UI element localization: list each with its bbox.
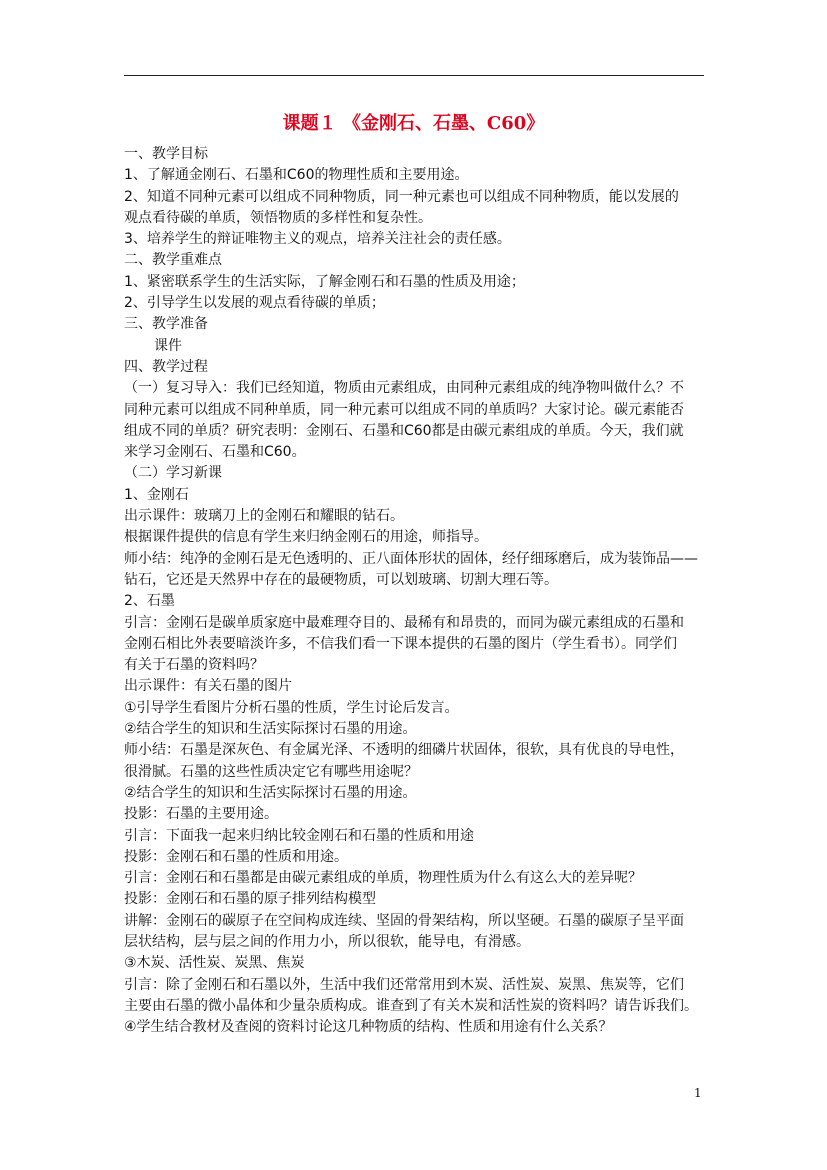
subsection-heading: 2、石墨 — [124, 593, 175, 610]
paragraph-line: 投影：金刚石和石墨的性质和用途。 — [124, 848, 348, 865]
paragraph-line: ①引导学生看图片分析石墨的性质，学生讨论后发言。 — [124, 699, 459, 716]
paragraph-line: 引言：金刚石和石墨都是由碳元素组成的单质，物理性质为什么有这么大的差异呢？ — [124, 870, 642, 887]
paragraph-line: ④学生结合教材及查阅的资料讨论这几种物质的结构、性质和用途有什么关系？ — [124, 1019, 613, 1036]
paragraph-line: 金刚石相比外表要暗淡许多，不信我们看一下课本提供的石墨的图片（学生看书）。同学们 — [124, 635, 677, 652]
paragraph-line: 课件 — [154, 337, 182, 354]
section-heading: 四、教学过程 — [124, 358, 208, 375]
paragraph-line: 引言：下面我一起来归纳比较金刚石和石墨的性质和用途 — [124, 827, 474, 844]
paragraph-line: 钻石，它还是天然界中存在的最硬物质，可以划玻璃、切割大理石等。 — [124, 571, 558, 588]
paragraph-line: 观点看待碳的单质，领悟物质的多样性和复杂性。 — [124, 209, 432, 226]
paragraph-line: 投影：石墨的主要用途。 — [124, 806, 278, 823]
section-heading: 一、教学目标 — [124, 146, 208, 162]
subsection-heading: （二）学习新课 — [124, 465, 222, 482]
paragraph-line: 1、了解通金刚石、石墨和C60的物理性质和主要用途。 — [124, 167, 469, 184]
paragraph-line: 来学习金刚石、石墨和C60。 — [124, 444, 306, 461]
paragraph-line: 2、引导学生以发展的观点看待碳的单质； — [124, 295, 385, 312]
section-heading: 二、教学重难点 — [124, 252, 222, 269]
paragraph-line: 师小结：石墨是深灰色、有金属光泽、不透明的细磷片状固体，很软，具有优良的导电性， — [124, 742, 684, 759]
paragraph-line: 出示课件：有关石墨的图片 — [124, 678, 292, 695]
paragraph-line: 投影：金刚石和石墨的原子排列结构模型 — [124, 891, 376, 908]
paragraph-line: 层状结构，层与层之间的作用力小，所以很软，能导电，有滑感。 — [124, 933, 530, 950]
paragraph-line: ②结合学生的知识和生活实际探讨石墨的用途。 — [124, 784, 417, 801]
section-heading: 三、教学准备 — [124, 316, 208, 333]
paragraph-line: （一）复习导入：我们已经知道，物质由元素组成，由同种元素组成的纯净物叫做什么？不 — [124, 380, 684, 397]
paragraph-line: 很滑腻。石墨的这些性质决定它有哪些用途呢？ — [124, 763, 418, 780]
paragraph-line: 根据课件提供的信息有学生来归纳金刚石的用途，师指导。 — [124, 529, 488, 546]
paragraph-line: 引言：金刚石是碳单质家庭中最难理夺目的、最稀有和昂贵的，而同为碳元素组成的石墨和 — [124, 614, 684, 631]
paragraph-line: ③木炭、活性炭、炭黑、焦炭 — [124, 955, 305, 972]
header-rule — [124, 75, 704, 76]
paragraph-line: 同种元素可以组成不同种单质，同一种元素可以组成不同的单质吗？大家讨论。碳元素能否 — [124, 401, 684, 418]
document-body — [124, 144, 706, 1038]
paragraph-line: 有关于石墨的资料吗？ — [124, 657, 264, 674]
paragraph-line: 组成不同的单质？研究表明：金刚石、石墨和C60都是由碳元素组成的单质。今天，我们就 — [124, 422, 684, 439]
paragraph-line: 师小结：纯净的金刚石是无色透明的、正八面体形状的固体，经仔细琢磨后，成为装饰品—— — [124, 550, 698, 567]
paragraph-line: 主要由石墨的微小晶体和少量杂质构成。谁查到了有关木炭和活性炭的资料吗？请告诉我们。 — [124, 997, 698, 1014]
paragraph-line: 3、培养学生的辩证唯物主义的观点，培养关注社会的责任感。 — [124, 231, 511, 248]
subsection-heading: 1、金刚石 — [124, 486, 189, 503]
document-title: 课题１ 《金刚石、石墨、C60》 — [282, 113, 545, 134]
paragraph-line: 出示课件：玻璃刀上的金刚石和耀眼的钻石。 — [124, 508, 404, 525]
paragraph-line: 引言：除了金刚石和石墨以外，生活中我们还常常用到木炭、活性炭、炭黑、焦炭等，它们 — [124, 976, 684, 993]
paragraph-line: ②结合学生的知识和生活实际探讨石墨的用途。 — [124, 721, 417, 738]
paragraph-line: 2、知道不同种元素可以组成不同种物质，同一种元素也可以组成不同种物质，能以发展的 — [124, 188, 679, 205]
page-number: 1 — [694, 1086, 702, 1100]
paragraph-line: 1、紧密联系学生的生活实际，了解金刚石和石墨的性质及用途； — [124, 273, 525, 290]
paragraph-line: 讲解：金刚石的碳原子在空间构成连续、坚固的骨架结构，所以坚硬。石墨的碳原子呈平面 — [124, 912, 684, 929]
